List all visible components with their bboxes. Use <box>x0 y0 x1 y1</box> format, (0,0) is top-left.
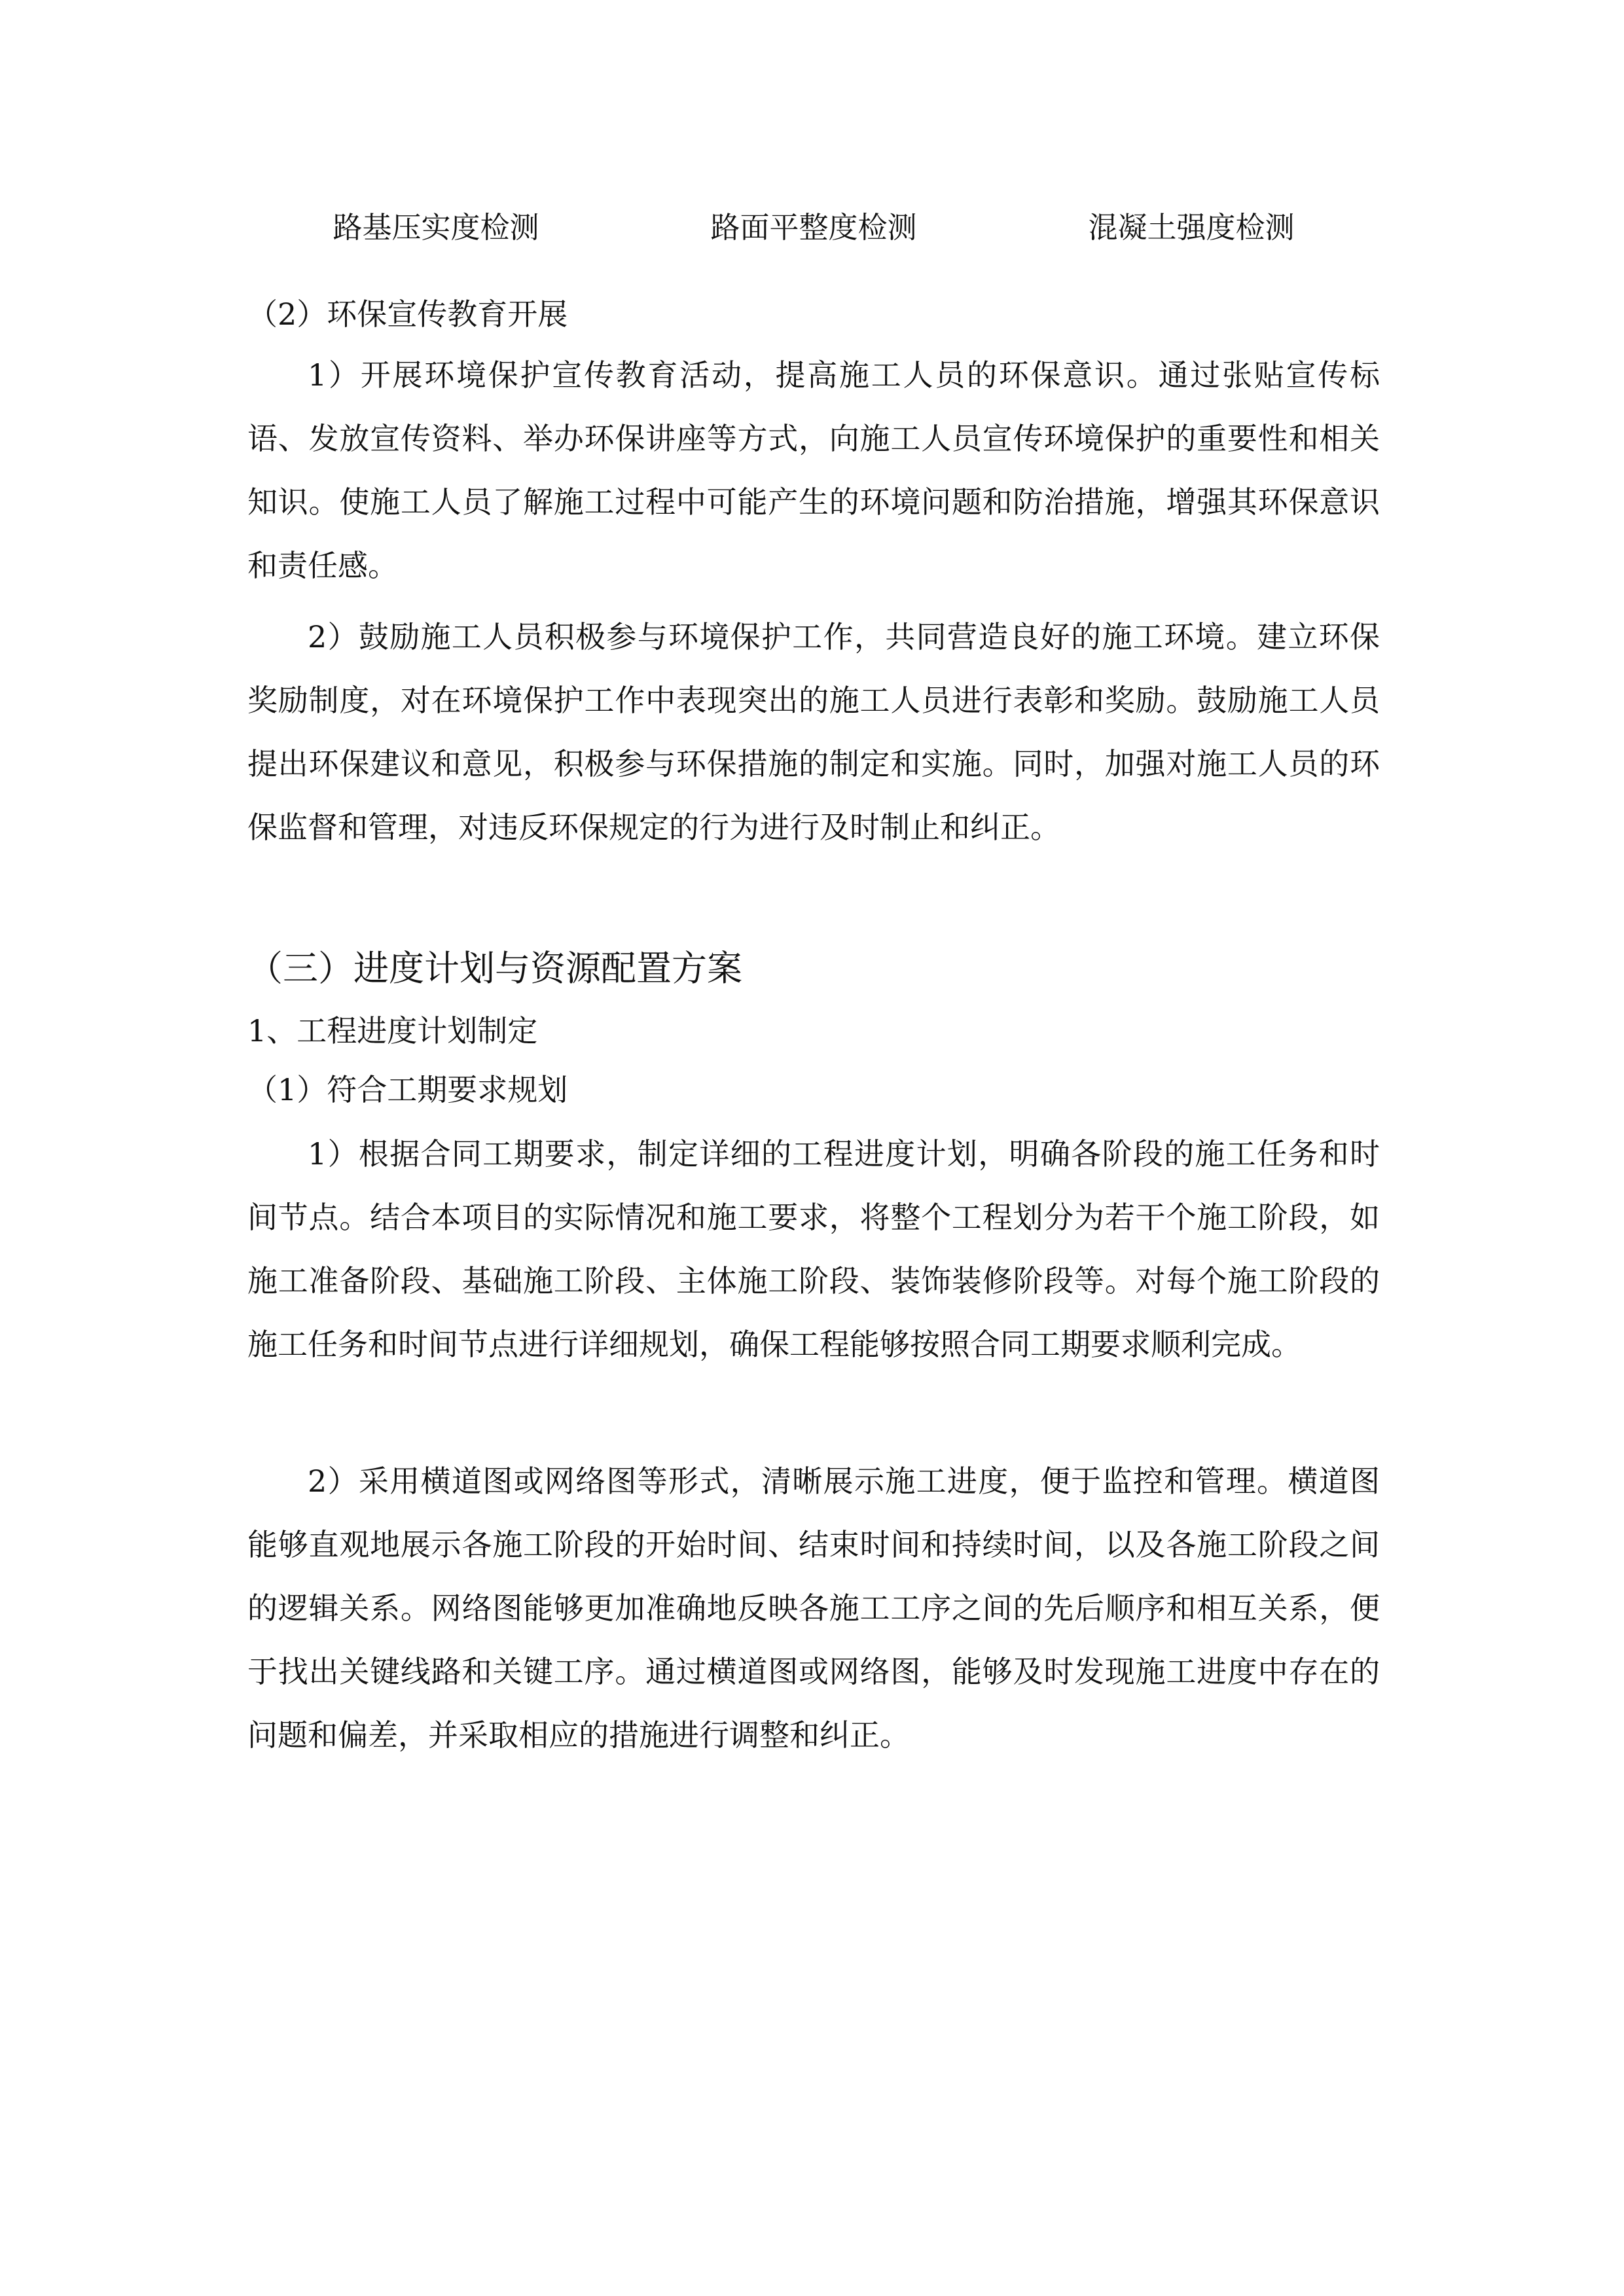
env-education-heading: （2）环保宣传教育开展 <box>247 296 568 332</box>
schedule-section-title: （三）进度计划与资源配置方案 <box>247 948 742 989</box>
image-captions-row <box>247 202 1380 254</box>
schedule-heading: （1）符合工期要求规划 <box>247 1072 568 1107</box>
schedule-subsection-title: 1、工程进度计划制定 <box>247 1013 538 1049</box>
caption-pavement-flatness: 路面平整度检测 <box>710 210 917 245</box>
caption-concrete-strength: 混凝土强度检测 <box>1088 210 1295 245</box>
schedule-paragraph-1: 1）根据合同工期要求，制定详细的工程进度计划，明确各阶段的施工任务和时间节点。结合本项目的实际情况和施工要求，将整个工程划分为若干个施工阶段，如施工准备阶段、基础施工阶段、主体施工阶段、装饰装修阶段等。对每个施工阶段的施工任务和时间节点进行详细规划，确保工程能够按照合同工期要求顺利完成。 <box>247 1136 1380 1362</box>
schedule-paragraph-2: 2）采用横道图或网络图等形式，清晰展示施工进度，便于监控和管理。横道图能够直观地展示各施工阶段的开始时间、结束时间和持续时间，以及各施工阶段之间的逻辑关系。网络图能够更加准确地反映各施工工序之间的先后顺序和相互关系，便于找出关键线路和关键工序。通过横道图或网络图，能够及时发现施工进度中存在的问题和偏差，并采取相应的措施进行调整和纠正。 <box>247 1463 1380 1753</box>
caption-subgrade-compaction: 路基压实度检测 <box>333 210 539 245</box>
env-education-paragraph-2: 2）鼓励施工人员积极参与环境保护工作，共同营造良好的施工环境。建立环保奖励制度，对在环境保护工作中表现突出的施工人员进行表彰和奖励。鼓励施工人员提出环保建议和意见，积极参与环保措施的制定和实施。同时，加强对施工人员的环保监督和管理，对违反环保规定的行为进行及时制止和纠正。 <box>247 619 1380 845</box>
env-education-paragraph-1: 1）开展环境保护宣传教育活动，提高施工人员的环保意识。通过张贴宣传标语、发放宣传资料、举办环保讲座等方式，向施工人员宣传环境保护的重要性和相关知识。使施工人员了解施工过程中可能产生的环境问题和防治措施，增强其环保意识和责任感。 <box>247 357 1380 583</box>
